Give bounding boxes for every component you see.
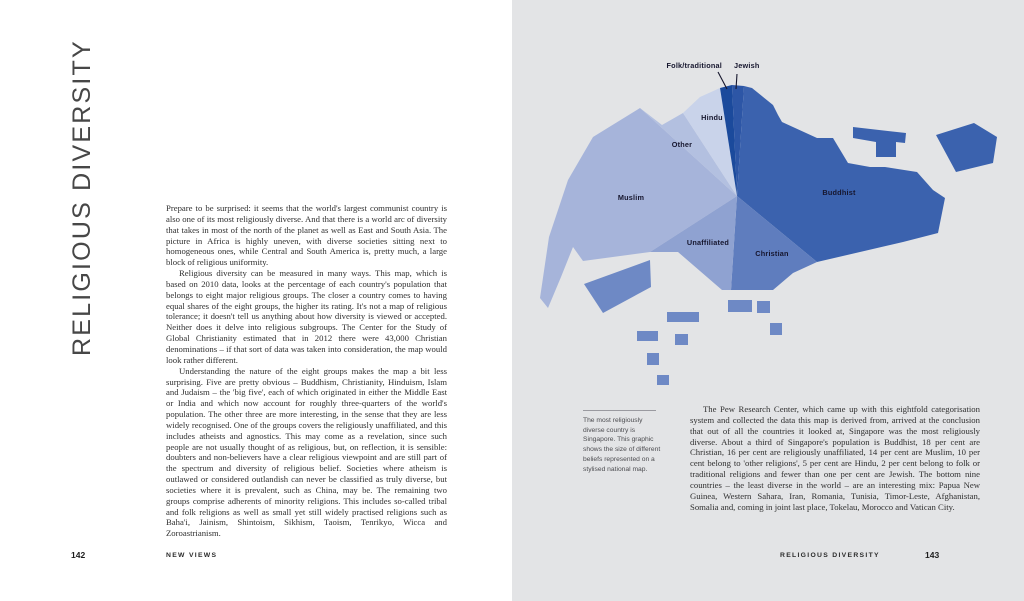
outlying-islet-rect [675, 334, 688, 345]
left-body-text [166, 203, 447, 539]
outlying-islet-rect [637, 331, 658, 341]
map-label-unaffiliated: Unaffiliated [686, 238, 730, 247]
page-number-left: 142 [71, 550, 86, 560]
page-right [512, 0, 1024, 601]
outlying-island-polygon [936, 123, 997, 172]
outlying-island-polygon [853, 127, 906, 157]
running-head-right: RELIGIOUS DIVERSITY [780, 552, 880, 559]
map-label-jewish: Jewish [734, 61, 760, 70]
chapter-title-vertical: RELIGIOUS DIVERSITY [68, 39, 96, 356]
map-regions [540, 85, 945, 308]
page-number-right: 143 [925, 550, 940, 560]
left-paragraph-3: Understanding the nature of the eight groups makes the map a bit less surprising. Five are pretty obvious – Buddhism, Christianity, Hinduism, Islam and Judaism – the 'big five', each of which originated in either the Middle East or India and which now account for roughly three-quarters of the world's population. The other three are more interesting, in the sense that they are less widely recognised. One of the groups covers the religiously unaffiliated, and this includes atheists and agnostics. This may come as a revelation, since such people are not usually thought of as religious, but, on reflection, it is sensible: doubters and non-believers have a clear religious viewpoint and are still part of the spectrum and diversity of religious belief. Societies where atheism is outlawed or considered outlandish can never be classified as truly diverse, but societies where it is prevalent, such as China, may be. The remaining two groups comprise adherents of minority religions. This includes so-called tribal and folk religions as well as small yet still widely practised religions such as Baha'i, Jainism, Shintoism, Sikhism, Taoism, Tenrikyo, Wicca and Zoroastrianism. [166, 365, 447, 539]
map-label-hindu: Hindu [701, 113, 723, 122]
outlying-islet-rect [728, 300, 752, 312]
map-label-other: Other [671, 140, 693, 149]
map-label-folk-traditional: Folk/traditional [666, 61, 722, 70]
outlying-islet-rect [647, 353, 659, 365]
map-label-buddhist: Buddhist [822, 188, 856, 197]
running-head-left: NEW VIEWS [166, 552, 218, 559]
outlying-islet-rect [667, 312, 699, 322]
right-body-text: The Pew Research Center, which came up with this eightfold categorisation system and collected the data this map is derived from, arrived at the conclusion that out of all the countries it looked at, Singapore was the most religiously diverse. About a third of Singapore's population is Buddhist, 18 per cent are Christian, 16 per cent are religiously unaffiliated, 14 per cent are Muslim, 10 per cent belong to 'other religions', 5 per cent are Hindu, 2 per cent belong to folk or traditional religions and fewer than one per cent are Jewish. The bottom nine countries – the least diverse in the world – are an interesting mix: Papua New Guinea, Western Sahara, Iran, Romania, Tunisia, Timor-Leste, Afghanistan, Somalia and, coming in joint last place, Tokelau, Morocco and Vatican City. [690, 404, 980, 512]
left-paragraph-1: Prepare to be surprised: it seems that the world's largest communist country is also one of its most religiously diverse. And that there is a world arc of diversity that takes in most of the north of the planet as well as East and South Asia. The picture in Africa is highly uneven, with diverse societies sitting next to homogeneous ones, while Central and South America is, pretty much, a large block of religious uniformity. [166, 203, 447, 268]
outlying-islet-rect [657, 375, 669, 385]
map-label-muslim: Muslim [617, 193, 645, 202]
map-label-christian: Christian [755, 249, 789, 258]
outlying-islet-rect [757, 301, 770, 313]
outlying-islet-rect [770, 323, 782, 335]
outlying-island-polygon [584, 260, 651, 313]
left-paragraph-2: Religious diversity can be measured in many ways. This map, which is based on 2010 data, looks at the percentage of each country's population that belongs to eight major religious groups. The closer a country comes to having equal shares of the eight groups, the higher its rating. It's not a map of religious tolerance; it doesn't tell us anything about how diversity is viewed or accepted. Neither does it delve into religious subgroups. The Center for the Study of Global Christianity estimated that in 2012 there were 43,000 Christian denominations – if that sort of data was taken into consideration, the map would look rather different. [166, 268, 447, 365]
caption-rule [583, 410, 656, 411]
map-callout-line [718, 72, 727, 89]
map-caption: The most religiously diverse country is Singapore. This graphic shows the size of different beliefs represented on a stylised national map. [583, 417, 661, 473]
